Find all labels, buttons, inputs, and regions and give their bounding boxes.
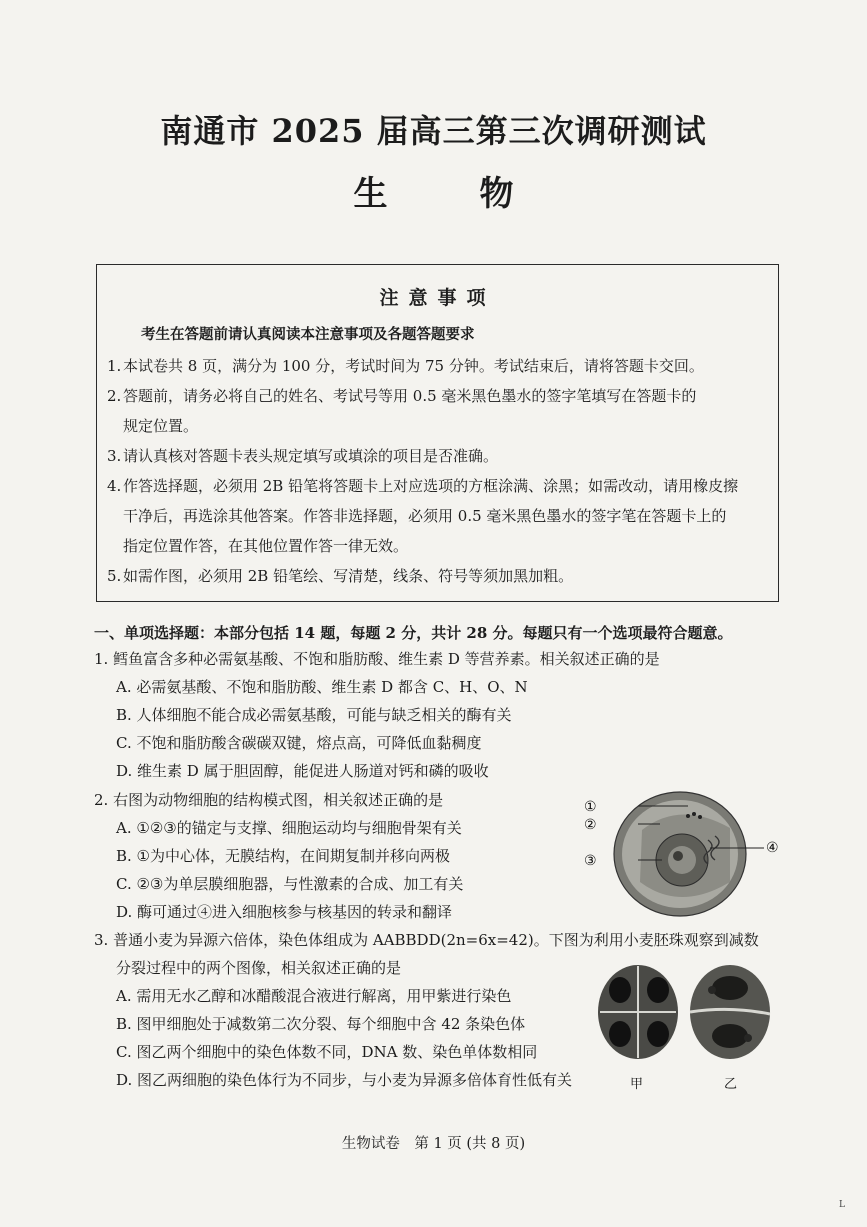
figure-label-4: ④ bbox=[766, 840, 779, 856]
notice-item: 3. 请认真核对答题卡表头规定填写或填涂的项目是否准确。 bbox=[107, 447, 499, 465]
micrograph-yi bbox=[690, 965, 770, 1059]
corner-mark: L bbox=[839, 1200, 845, 1210]
notice-item: 2. 答题前，请务必将自己的姓名、考试号等用 0.5 毫米黑色墨水的签字笔填写在答题卡的 bbox=[107, 387, 697, 405]
question-stem: 3. 普通小麦为异源六倍体，染色体组成为 AABBDD(2n=6x=42)。下图为利用小麦胚珠观察到减数 bbox=[94, 931, 759, 949]
option-d: D. 图乙两细胞的染色体行为不同步，与小麦为异源多倍体育性低有关 bbox=[116, 1071, 573, 1089]
question-2 bbox=[94, 786, 463, 926]
question-stem-continuation: 分裂过程中的两个图像，相关叙述正确的是 bbox=[116, 959, 402, 977]
figure-label-jia: 甲 bbox=[630, 1077, 644, 1092]
notice-subheading: 考生在答题前请认真阅读本注意事项及各题答题要求 bbox=[141, 326, 475, 343]
notice-item-continuation: 规定位置。 bbox=[123, 417, 199, 435]
notice-item: 5. 如需作图，必须用 2B 铅笔绘、写清楚，线条、符号等须加黑加粗。 bbox=[107, 567, 574, 585]
figure-label-1: ① bbox=[584, 799, 597, 815]
section-heading: 一、单项选择题：本部分包括 14 题，每题 2 分，共计 28 分。每题只有一个选项最符合题意。 bbox=[94, 624, 733, 642]
figure-label-yi: 乙 bbox=[724, 1077, 738, 1092]
subject-char-1: 生 bbox=[353, 174, 388, 214]
question-1 bbox=[94, 645, 660, 785]
notice-item: 4. 作答选择题，必须用 2B 铅笔将答题卡上对应选项的方框涂满、涂黑；如需改动，请用橡皮擦 bbox=[107, 477, 739, 495]
notice-item-continuation: 干净后，再选涂其他答案。作答非选择题，必须用 0.5 毫米黑色墨水的签字笔在答题卡上的 bbox=[123, 507, 727, 525]
micrograph-jia bbox=[598, 965, 678, 1059]
notice-box bbox=[96, 264, 779, 602]
notice-list bbox=[107, 351, 771, 591]
question-stem: 1. 鳕鱼富含多种必需氨基酸、不饱和脂肪酸、维生素 D 等营养素。相关叙述正确的是 bbox=[94, 650, 660, 668]
option-b: B. 人体细胞不能合成必需氨基酸，可能与缺乏相关的酶有关 bbox=[116, 706, 512, 724]
option-a: A. ①②③的锚定与支撑、细胞运动均与细胞骨架有关 bbox=[116, 819, 462, 837]
subject-char-2: 物 bbox=[479, 174, 514, 214]
option-c: C. ②③为单层膜细胞器，与性激素的合成、加工有关 bbox=[116, 875, 464, 893]
figure-label-3: ③ bbox=[584, 853, 597, 869]
meiosis-micrograph-figure bbox=[596, 960, 772, 1100]
animal-cell-figure bbox=[580, 790, 790, 918]
page-footer: 生物试卷 第 1 页 (共 8 页) bbox=[341, 1136, 526, 1152]
notice-item-continuation: 指定位置作答，在其他位置作答一律无效。 bbox=[123, 537, 409, 555]
option-b: B. ①为中心体，无膜结构，在间期复制并移向两极 bbox=[116, 847, 451, 865]
option-d: D. 维生素 D 属于胆固醇，能促进人肠道对钙和磷的吸收 bbox=[116, 762, 489, 780]
exam-title: 南通市 2025 届高三第三次调研测试 bbox=[160, 112, 707, 150]
option-c: C. 图乙两个细胞中的染色体数不同，DNA 数、染色单体数相同 bbox=[116, 1043, 538, 1061]
notice-item: 1. 本试卷共 8 页，满分为 100 分，考试时间为 75 分钟。考试结束后，请将答题卡交回。 bbox=[107, 357, 704, 375]
option-d: D. 酶可通过④进入细胞核参与核基因的转录和翻译 bbox=[116, 903, 453, 921]
question-stem: 2. 右图为动物细胞的结构模式图，相关叙述正确的是 bbox=[94, 791, 444, 809]
figure-label-2: ② bbox=[584, 817, 597, 833]
option-a: A. 必需氨基酸、不饱和脂肪酸、维生素 D 都含 C、H、O、N bbox=[116, 678, 528, 696]
option-a: A. 需用无水乙醇和冰醋酸混合液进行解离，用甲紫进行染色 bbox=[116, 987, 512, 1005]
notice-heading: 注意事项 bbox=[379, 287, 496, 309]
option-c: C. 不饱和脂肪酸含碳碳双键，熔点高，可降低血黏稠度 bbox=[116, 734, 482, 752]
option-b: B. 图甲细胞处于减数第二次分裂、每个细胞中含 42 条染色体 bbox=[116, 1015, 526, 1033]
subject-title bbox=[0, 166, 867, 215]
